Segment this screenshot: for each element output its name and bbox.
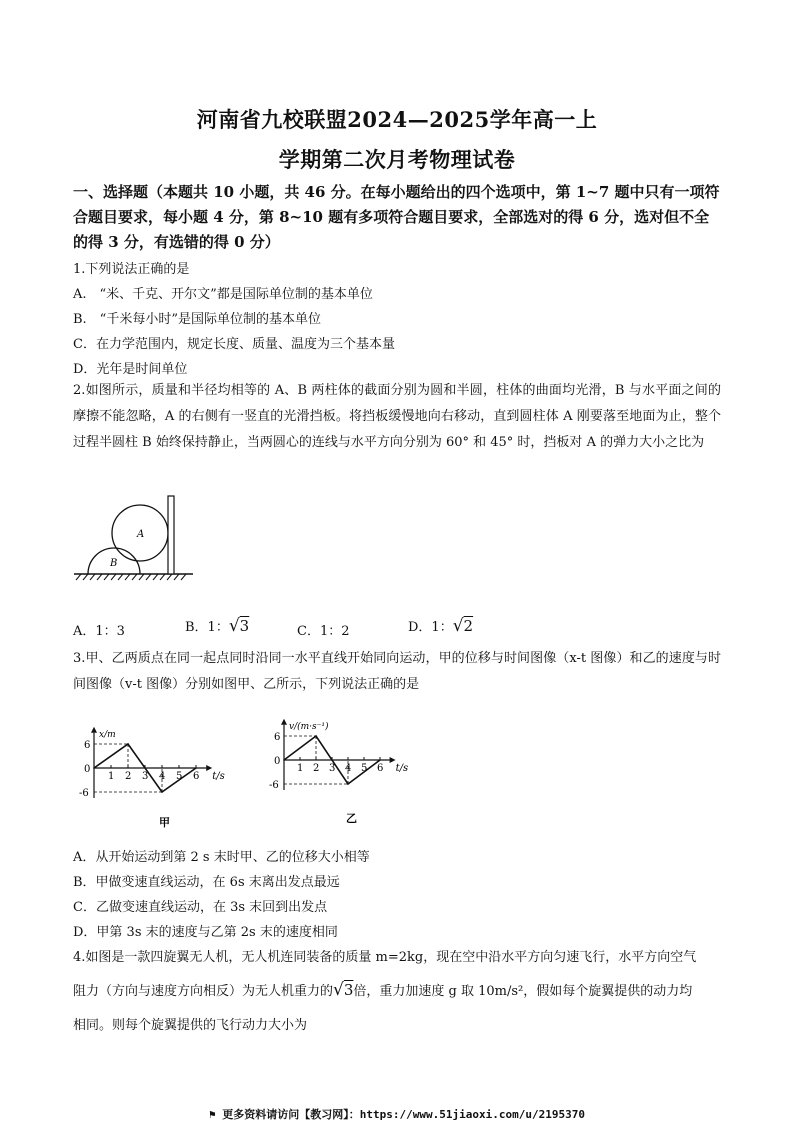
q2-option-c: C．1：2 <box>297 624 350 639</box>
vertical-plate <box>168 496 174 574</box>
q2-option-b <box>185 616 249 636</box>
q4-line3: 相同。则每个旋翼提供的飞行动力大小为 <box>73 1018 308 1033</box>
q4-line2-part2: 倍，重力加速度 g 取 10m/s²，假如每个旋翼提供的动力均 <box>353 984 693 999</box>
chart-caption: 乙 <box>346 812 357 825</box>
y-tick-label: -6 <box>269 780 279 791</box>
q3-option-c: C．乙做变速直线运动，在 3s 末回到出发点 <box>73 900 328 915</box>
x-tick-label: 4 <box>345 763 352 774</box>
section-heading: 一、选择题（本题共 10 小题，共 46 分。在每小题给出的四个选项中，第 1~7 题中只有一项符合题目要求，每小题 4 分，第 8~10 题有多项符合题目要求，全部选对的得 6 分，选对但不全的得 3 分，有选错的得 0 分） <box>73 183 720 251</box>
q1-option-a: A. “米、千克、开尔文”都是国际单位制的基本单位 <box>73 287 373 302</box>
exam-title-line2: 学期第二次月考物理试卷 <box>278 147 516 172</box>
x-tick-label: 2 <box>313 763 320 774</box>
q2-figure <box>68 490 198 586</box>
x-tick-label: 2 <box>125 771 132 782</box>
y-axis-label: v/(m·s⁻¹) <box>289 721 329 732</box>
q1-option-c: C．在力学范围内，规定长度、质量、温度为三个基本量 <box>73 337 395 352</box>
q2-stem: 2.如图所示，质量和半径均相等的 A、B 两柱体的截面分别为圆和半圆，柱体的曲面均光滑，B 与水平面之间的摩擦不能忽略，A 的右侧有一竖直的光滑挡板。将挡板缓慢地向右移动，直到圆柱体 A 刚要落至地面为止，整个过程半圆柱 B 始终保持静止，当两圆心的连线与水平方向分别为 60° 和 45° 时，挡板对 A 的弹力大小之比为 <box>73 383 721 450</box>
data-point <box>283 759 285 761</box>
label-a: A <box>137 529 145 540</box>
x-tick-label: 3 <box>142 771 149 782</box>
flag-icon: ⚑ <box>209 1108 223 1121</box>
q2-option-a: A．1：3 <box>73 624 125 639</box>
chart-jia <box>66 706 246 832</box>
data-point <box>93 767 95 769</box>
q2-option-b-prefix: B．1： <box>185 620 229 635</box>
y-axis-arrow <box>91 727 97 733</box>
y-tick-label: 6 <box>84 740 91 751</box>
label-b: B <box>110 558 118 569</box>
sqrt-sign: √ <box>228 616 240 636</box>
x-tick-label: 5 <box>361 763 368 774</box>
x-tick-label: 5 <box>176 771 183 782</box>
sqrt-sign: √ <box>333 980 344 1000</box>
x-tick-label: 1 <box>108 771 115 782</box>
q3-stem: 3.甲、乙两质点在同一起点同时沿同一水平直线开始同向运动，甲的位移与时间图像（x-t 图像）和乙的速度与时间图像（v-t 图像）分别如图甲、乙所示，下列说法正确的是 <box>73 651 721 692</box>
q3-option-d: D．甲第 3s 末的速度与乙第 2s 末的速度相同 <box>73 925 338 940</box>
data-point <box>315 735 317 737</box>
y-tick-label: 0 <box>84 764 91 775</box>
y-tick-label: -6 <box>79 788 89 799</box>
footer-link-text <box>0 1106 794 1122</box>
q4-line1: 4.如图是一款四旋翼无人机，无人机连同装备的质量 m=2kg，现在空中沿水平方向匀速飞行，水平方向空气 <box>73 950 697 965</box>
x-axis-label: t/s <box>395 763 409 774</box>
y-axis-label: x/m <box>99 729 116 740</box>
q1-stem: 1.下列说法正确的是 <box>73 262 190 277</box>
data-point <box>161 791 163 793</box>
footer-text: 更多资料请访问【教习网】：https://www.51jiaoxi.com/u/2195370 <box>222 1108 585 1121</box>
y-tick-label: 6 <box>274 732 281 743</box>
x-tick-label: 6 <box>193 771 200 782</box>
sqrt-sign: √ <box>452 616 464 636</box>
data-point <box>195 767 197 769</box>
q4-line2-root: 3 <box>343 981 354 999</box>
q2-option-d-root: 2 <box>463 617 474 635</box>
data-point <box>127 743 129 745</box>
x-tick-label: 4 <box>159 771 166 782</box>
x-tick-label: 6 <box>377 763 384 774</box>
y-axis-arrow <box>281 719 287 725</box>
q4-line2 <box>73 980 692 1000</box>
y-tick-label: 0 <box>274 756 281 767</box>
q2-option-d <box>408 616 473 636</box>
q3-option-a: A．从开始运动到第 2 s 末时甲、乙的位移大小相等 <box>73 850 370 865</box>
x-tick-label: 3 <box>329 763 336 774</box>
data-point <box>347 783 349 785</box>
x-axis-label: t/s <box>212 771 225 782</box>
chart-caption: 甲 <box>159 816 170 829</box>
ground-hatch <box>76 574 186 580</box>
q3-option-b: B．甲做变速直线运动，在 6s 末离出发点最远 <box>73 875 340 890</box>
q1-option-b: B. “千米每小时”是国际单位制的基本单位 <box>73 312 321 327</box>
data-point <box>379 759 381 761</box>
q4-line2-part1: 阻力（方向与速度方向相反）为无人机重力的 <box>73 984 334 999</box>
chart-yi <box>262 696 442 832</box>
exam-title-line1: 河南省九校联盟2024—2025学年高一上 <box>196 107 598 132</box>
q2-option-d-prefix: D．1： <box>408 620 453 635</box>
q2-option-b-root: 3 <box>239 617 250 635</box>
q1-option-d: D．光年是时间单位 <box>73 362 188 377</box>
x-tick-label: 1 <box>297 763 304 774</box>
